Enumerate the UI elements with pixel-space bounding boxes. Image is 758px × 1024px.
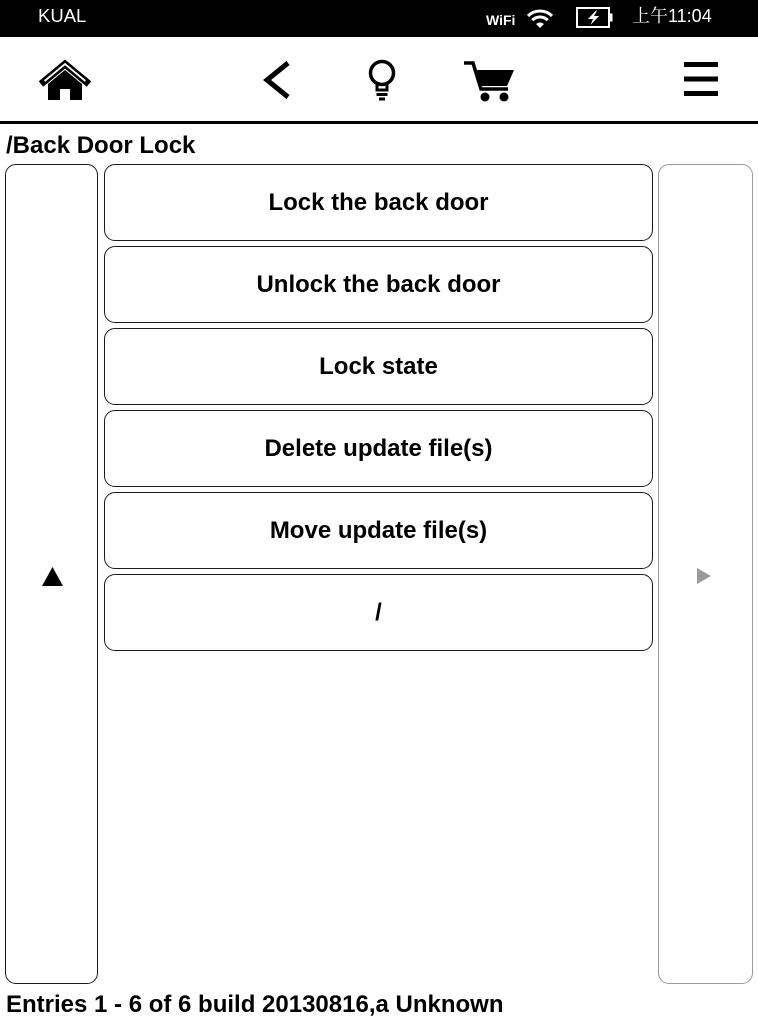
menu-item-label: Lock state bbox=[319, 352, 438, 380]
triangle-up-icon[interactable] bbox=[42, 567, 63, 586]
shopping-cart-icon[interactable] bbox=[463, 59, 515, 103]
menu-item-label: Lock the back door bbox=[268, 188, 489, 216]
app-name: KUAL bbox=[38, 5, 87, 26]
menu-item-move-update[interactable] bbox=[104, 492, 653, 569]
toolbar bbox=[0, 37, 758, 121]
status-bar bbox=[0, 0, 758, 37]
battery-charging-icon bbox=[576, 7, 614, 28]
back-button[interactable] bbox=[261, 60, 293, 100]
breadcrumb: /Back Door Lock bbox=[6, 132, 196, 159]
page-up-button[interactable] bbox=[5, 164, 98, 984]
next-page-button[interactable] bbox=[658, 164, 753, 984]
wifi-signal-icon bbox=[525, 6, 555, 28]
triangle-right-icon[interactable] bbox=[697, 568, 711, 584]
menu-item-label: / bbox=[375, 598, 382, 626]
footer-status: Entries 1 - 6 of 6 build 20130816,a Unknown bbox=[6, 991, 504, 1018]
menu-item-lock[interactable] bbox=[104, 164, 653, 241]
menu-item-label: Move update file(s) bbox=[269, 516, 488, 544]
clock: 上午11:04 bbox=[632, 6, 712, 26]
home-icon[interactable] bbox=[39, 59, 91, 101]
menu-item-label: Unlock the back door bbox=[256, 270, 501, 298]
store-button[interactable] bbox=[463, 59, 515, 103]
toolbar-divider bbox=[0, 121, 758, 124]
menu-button[interactable] bbox=[684, 61, 718, 97]
lightbulb-icon[interactable] bbox=[367, 59, 397, 101]
menu-item-delete-update[interactable] bbox=[104, 410, 653, 487]
menu-item-lock-state[interactable] bbox=[104, 328, 653, 405]
menu-item-root[interactable] bbox=[104, 574, 653, 651]
hamburger-menu-icon[interactable] bbox=[684, 61, 718, 97]
wifi-label: WiFi bbox=[486, 12, 516, 28]
light-button[interactable] bbox=[367, 59, 397, 101]
home-button[interactable] bbox=[39, 59, 91, 101]
back-arrow-icon[interactable] bbox=[261, 60, 293, 100]
menu-item-unlock[interactable] bbox=[104, 246, 653, 323]
menu-item-label: Delete update file(s) bbox=[264, 434, 493, 462]
